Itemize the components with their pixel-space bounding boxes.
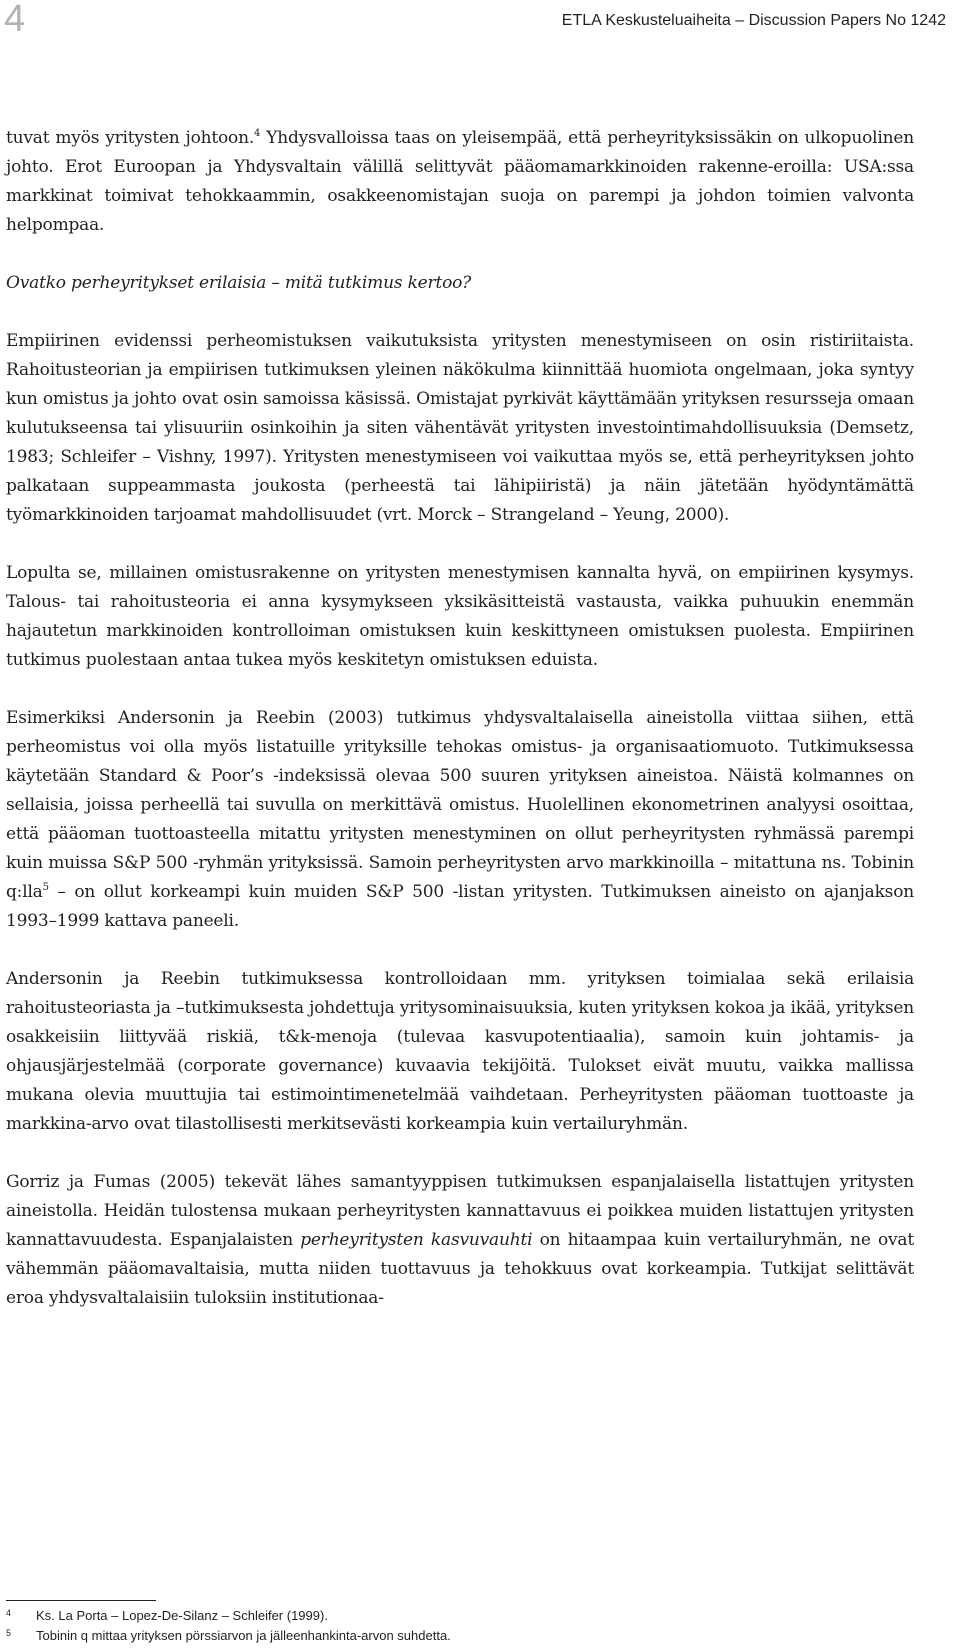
footnote-text: Tobinin q mittaa yrityksen pörssiarvon ja jälleenhankinta-arvon suhdetta. — [36, 1628, 451, 1643]
paragraph-6-text-a: Gorriz ja Fumas (2005) tekevät lähes samantyyppisen tutkimuksen espanjalaisella listattujen yritysten aineistolla. Heidän tulostensa mukaan perheyritysten kannattavuus ei poikkea muiden listattujen yritysten kannattavuudesta. Espanjalaisten — [6, 1172, 914, 1250]
page-number: 4 — [4, 0, 26, 40]
main-text — [6, 124, 914, 1313]
paragraph-3: Lopulta se, millainen omistusrakenne on yritysten menestymisen kannalta hyvä, on empiirinen kysymys. Talous- tai rahoitusteoria ei anna kysymykseen yksikäsitteistä vastausta, vaikka puhuukin enemmän hajautetun markkinoiden kontrolloiman omistuksen kuin keskittyneen omistuksen puolesta. Empiirinen tutkimus puolestaan antaa tukea myös keskitetyn omistuksen eduista. — [6, 563, 914, 670]
footnote-ref-4: 4 — [254, 128, 261, 139]
footnote-text: Ks. La Porta – Lopez-De-Silanz – Schleifer (1999). — [36, 1608, 328, 1623]
footnote-4 — [6, 1606, 914, 1626]
paragraph-1-text-a: tuvat myös yritysten johtoon. — [6, 128, 255, 148]
paragraph-6-italic: perheyritysten kasvuvauhti — [300, 1230, 533, 1250]
footnote-divider — [6, 1600, 156, 1601]
footnote-ref-5: 5 — [42, 882, 49, 893]
paragraph-1-text-b: Yhdysvalloissa taas on yleisempää, että perheyrityksissäkin on ulkopuolinen johto. Erot Euroopan ja Yhdysvaltain välillä selittyvät pääomamarkkinoiden rakenne-eroilla: USA:ssa markkinat toimivat tehokkaammin, osakkeenomistajan suoja on parempi ja johdon toimien valvonta helpompaa. — [6, 128, 914, 235]
paragraph-6 — [6, 1168, 914, 1313]
footnote-5 — [6, 1626, 914, 1646]
footnote-number: 5 — [6, 1628, 12, 1638]
paragraph-5: Andersonin ja Reebin tutkimuksessa kontrolloidaan mm. yrityksen toimialaa sekä erilaisia rahoitusteoriasta ja –tutkimuksesta johdettuja yritysominaisuuksia, kuten yrityksen kokoa ja ikää, yrityksen osakkeisiin liittyvää riskiä, t&k-menoja (tulevaa kasvupotentiaalia), samoin kuin johtamis- ja ohjausjärjestelmää (corporate governance) kuvaavia tekijöitä. Tulokset eivät muutu, vaikka mallissa mukana olevia muuttujia tai estimointimenetelmää vaihdetaan. Perheyritysten pääoman tuottoaste ja markkina-arvo ovat tilastollisesti merkitsevästi korkeampia kuin vertailuryhmän. — [6, 969, 914, 1134]
running-header: ETLA Keskusteluaiheita – Discussion Papers No 1242 — [561, 12, 946, 29]
footnote-number: 4 — [6, 1608, 12, 1618]
section-heading: Ovatko perheyritykset erilaisia – mitä tutkimus kertoo? — [6, 273, 472, 293]
paragraph-4-text-b: – on ollut korkeampi kuin muiden S&P 500 -listan yritysten. Tutkimuksen aineisto on ajanjakson 1993–1999 kattava paneeli. — [6, 882, 914, 931]
paragraph-4 — [6, 704, 914, 936]
paragraph-2: Empiirinen evidenssi perheomistuksen vaikutuksista yritysten menestymiseen on osin ristiriitaista. Rahoitusteorian ja empiirisen tutkimuksen yleinen näkökulma kiinnittää huomiota ongelmaan, joka syntyy kun omistus ja johto ovat osin samoissa käsissä. Omistajat pyrkivät käyttämään yrityksen resursseja omaan kulutukseensa tai ylisuuriin osinkoihin ja siten vähentävät yritysten investointimahdollisuuksia (Demsetz, 1983; Schleifer – Vishny, 1997). Yritysten menestymiseen voi vaikuttaa myös se, että perheyrityksen johto palkataan suppeammasta joukosta (perheestä tai lähipiiristä) ja näin jätetään hyödyntämättä työmarkkinoiden tarjoamat mahdollisuudet (vrt. Morck – Strangeland – Yeung, 2000). — [6, 331, 914, 525]
paragraph-4-text-a: Esimerkiksi Andersonin ja Reebin (2003) tutkimus yhdysvaltalaisella aineistolla viittaa siihen, että perheomistus voi olla myös listatuille yrityksille tehokas omistus- ja organisaatiomuoto. Tutkimuksessa käytetään Standard & Poor’s -indeksissä olevaa 500 suuren yrityksen aineistoa. Näistä kolmannes on sellaisia, joissa perheellä tai suvulla on merkittävä omistus. Huolellinen ekonometrinen analyysi osoittaa, että pääoman tuottoasteella mitattu yritysten menestyminen on ollut perheyritysten ryhmässä parempi kuin muissa S&P 500 -ryhmän yrityksissä. Samoin perheyritysten arvo markkinoilla – mitattuna ns. Tobinin q:lla — [6, 708, 914, 902]
footnotes — [6, 1606, 914, 1646]
paragraph-1 — [6, 124, 914, 240]
paragraph-6-text-b: on hitaampaa kuin vertailuryhmän, ne ovat vähemmän pääomavaltaisia, mutta niiden tuottavuus ja tehokkuus ovat korkeampia. Tutkijat selittävät eroa yhdysvaltalaisiin tuloksiin institutionaa- — [6, 1230, 914, 1308]
